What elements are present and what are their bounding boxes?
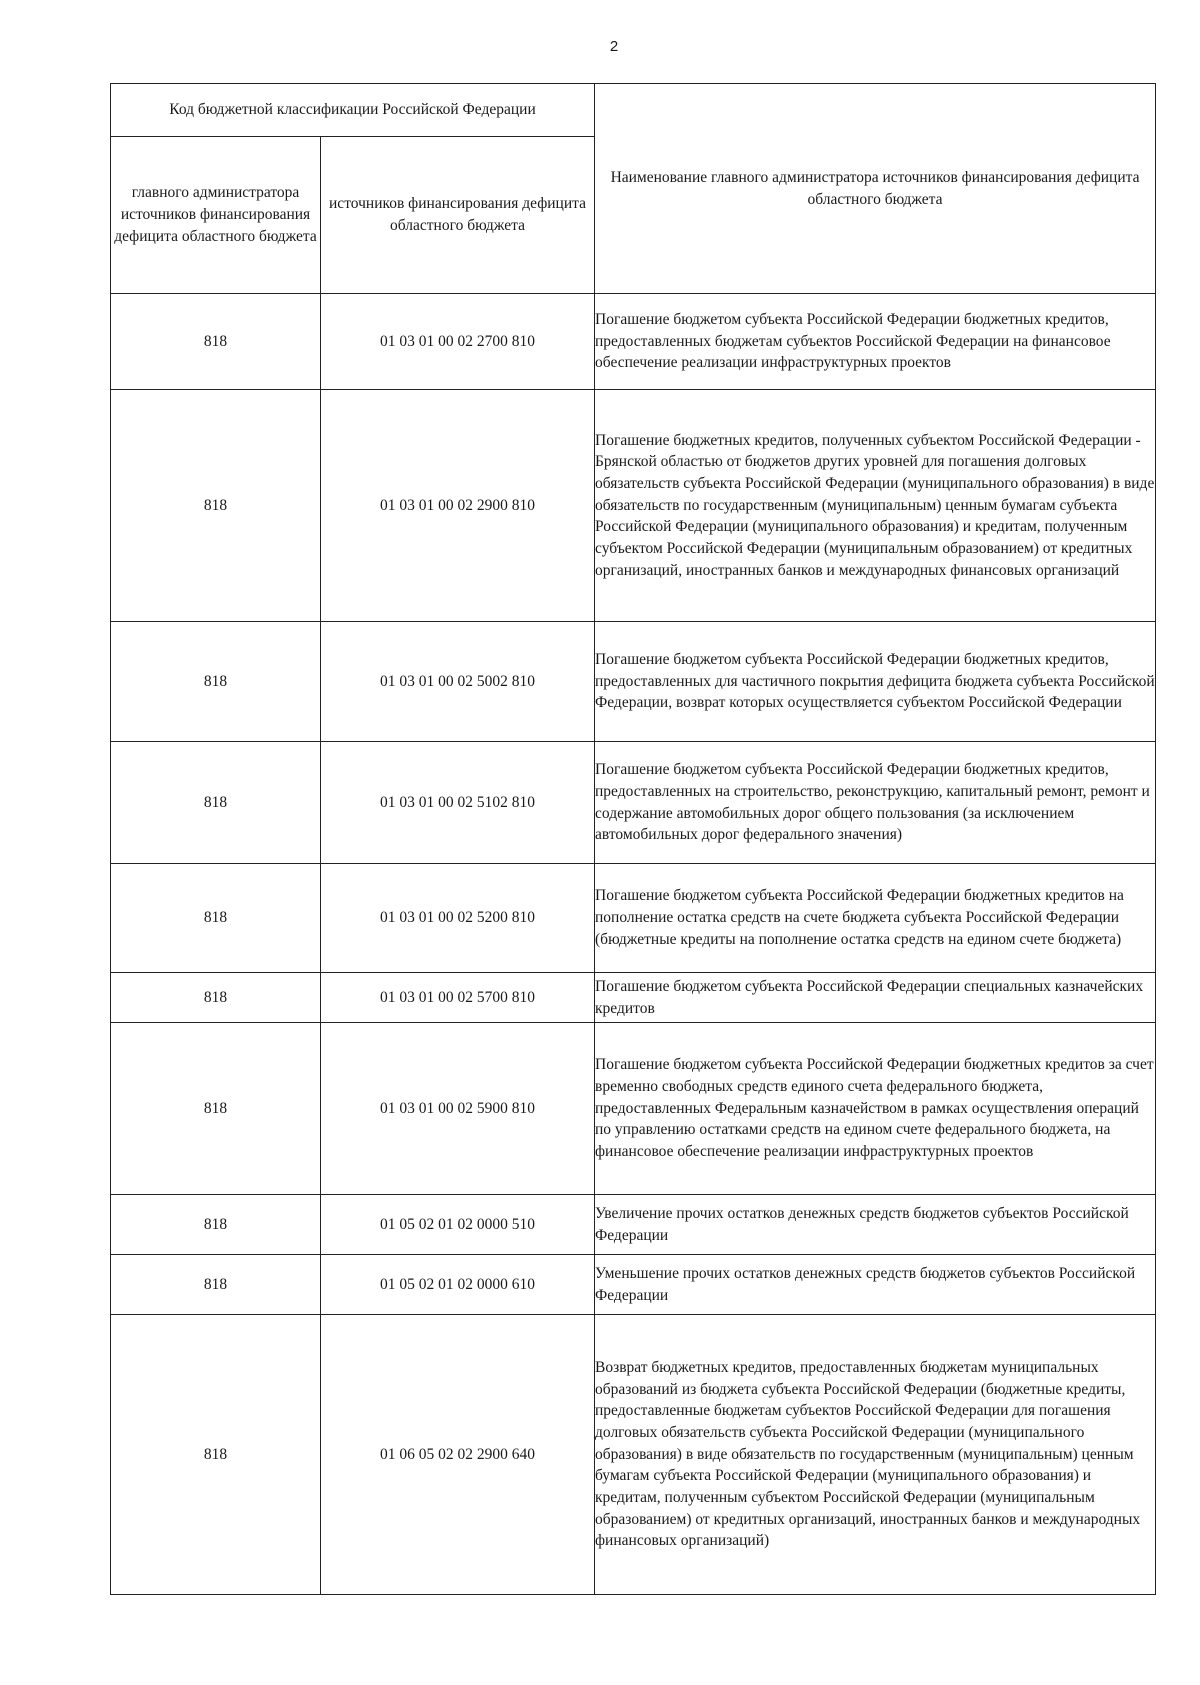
table-header-row-top <box>111 84 1156 137</box>
admin-code-cell: 818 <box>111 1315 321 1595</box>
table-row <box>111 622 1156 742</box>
source-code-cell: 01 03 01 00 02 5002 810 <box>321 622 595 742</box>
table-row <box>111 1255 1156 1315</box>
source-name-cell: Увеличение прочих остатков денежных средств бюджетов субъектов Российской Федерации <box>595 1195 1156 1255</box>
source-code-cell: 01 03 01 00 02 2900 810 <box>321 390 595 622</box>
admin-code-cell: 818 <box>111 1255 321 1315</box>
source-name-cell: Погашение бюджетом субъекта Российской Федерации бюджетных кредитов на пополнение остатка средств на счете бюджета субъекта Российской Федерации (бюджетные кредиты на пополнение остатка средств на едином счете бюджета) <box>595 864 1156 973</box>
source-code-cell: 01 05 02 01 02 0000 510 <box>321 1195 595 1255</box>
table-row <box>111 864 1156 973</box>
source-name-cell: Погашение бюджетных кредитов, полученных субъектом Российской Федерации - Брянской областью от бюджетов других уровней для погашения долговых обязательств субъекта Российской Федерации (муниципального образования) в виде обязательств по государственным (муниципальным) ценным бумагам субъекта Российской Федерации (муниципального образования) и кредитам, полученным субъектом Российской Федерации (муниципальным образованием) от кредитных организаций, иностранных банков и международных финансовых организаций <box>595 390 1156 622</box>
source-code-cell: 01 03 01 00 02 5700 810 <box>321 973 595 1023</box>
header-budget-classification-code: Код бюджетной классификации Российской Федерации <box>111 84 595 137</box>
source-name-cell: Уменьшение прочих остатков денежных средств бюджетов субъектов Российской Федерации <box>595 1255 1156 1315</box>
source-code-cell: 01 03 01 00 02 5200 810 <box>321 864 595 973</box>
table-row <box>111 973 1156 1023</box>
admin-code-cell: 818 <box>111 864 321 973</box>
source-name-cell: Погашение бюджетом субъекта Российской Федерации специальных казначейских кредитов <box>595 973 1156 1023</box>
source-code-cell: 01 03 01 00 02 5900 810 <box>321 1023 595 1195</box>
admin-code-cell: 818 <box>111 1023 321 1195</box>
header-administrator-name: Наименование главного администратора источников финансирования дефицита областного бюджета <box>595 84 1156 294</box>
table-row <box>111 390 1156 622</box>
source-name-cell: Погашение бюджетом субъекта Российской Федерации бюджетных кредитов за счет временно свободных средств единого счета федерального бюджета, предоставленных Федеральным казначейством в рамках осуществления операций по управлению остатками средств на едином счете федерального бюджета, на финансовое обеспечение реализации инфраструктурных проектов <box>595 1023 1156 1195</box>
admin-code-cell: 818 <box>111 622 321 742</box>
header-financing-sources: источников финансирования дефицита областного бюджета <box>321 137 595 294</box>
admin-code-cell: 818 <box>111 294 321 390</box>
page-number: 2 <box>609 38 619 55</box>
source-name-cell: Возврат бюджетных кредитов, предоставленных бюджетам муниципальных образований из бюджета субъекта Российской Федерации (бюджетные кредиты, предоставленные бюджетам субъектов Российской Федерации для погашения долговых обязательств субъекта Российской Федерации (муниципального образования) в виде обязательств по государственным (муниципальным) ценным бумагам субъекта Российской Федерации (муниципального образования) и кредитам, полученным субъектом Российской Федерации (муниципальным образованием) от кредитных организаций, иностранных банков и международных финансовых организаций) <box>595 1315 1156 1595</box>
table-row <box>111 1195 1156 1255</box>
source-code-cell: 01 03 01 00 02 2700 810 <box>321 294 595 390</box>
source-code-cell: 01 06 05 02 02 2900 640 <box>321 1315 595 1595</box>
header-main-administrator: главного администратора источников финансирования дефицита областного бюджета <box>111 137 321 294</box>
budget-classification-table <box>110 83 1156 1595</box>
source-name-cell: Погашение бюджетом субъекта Российской Федерации бюджетных кредитов, предоставленных бюджетам субъектов Российской Федерации на финансовое обеспечение реализации инфраструктурных проектов <box>595 294 1156 390</box>
source-code-cell: 01 03 01 00 02 5102 810 <box>321 742 595 864</box>
admin-code-cell: 818 <box>111 1195 321 1255</box>
admin-code-cell: 818 <box>111 390 321 622</box>
table-row <box>111 294 1156 390</box>
table-row <box>111 1023 1156 1195</box>
source-name-cell: Погашение бюджетом субъекта Российской Федерации бюджетных кредитов, предоставленных для частичного покрытия дефицита бюджета субъекта Российской Федерации, возврат которых осуществляется субъектом Российской Федерации <box>595 622 1156 742</box>
table-row <box>111 742 1156 864</box>
source-code-cell: 01 05 02 01 02 0000 610 <box>321 1255 595 1315</box>
table-row <box>111 1315 1156 1595</box>
admin-code-cell: 818 <box>111 973 321 1023</box>
admin-code-cell: 818 <box>111 742 321 864</box>
source-name-cell: Погашение бюджетом субъекта Российской Федерации бюджетных кредитов, предоставленных на строительство, реконструкцию, капитальный ремонт, ремонт и содержание автомобильных дорог общего пользования (за исключением автомобильных дорог федерального значения) <box>595 742 1156 864</box>
